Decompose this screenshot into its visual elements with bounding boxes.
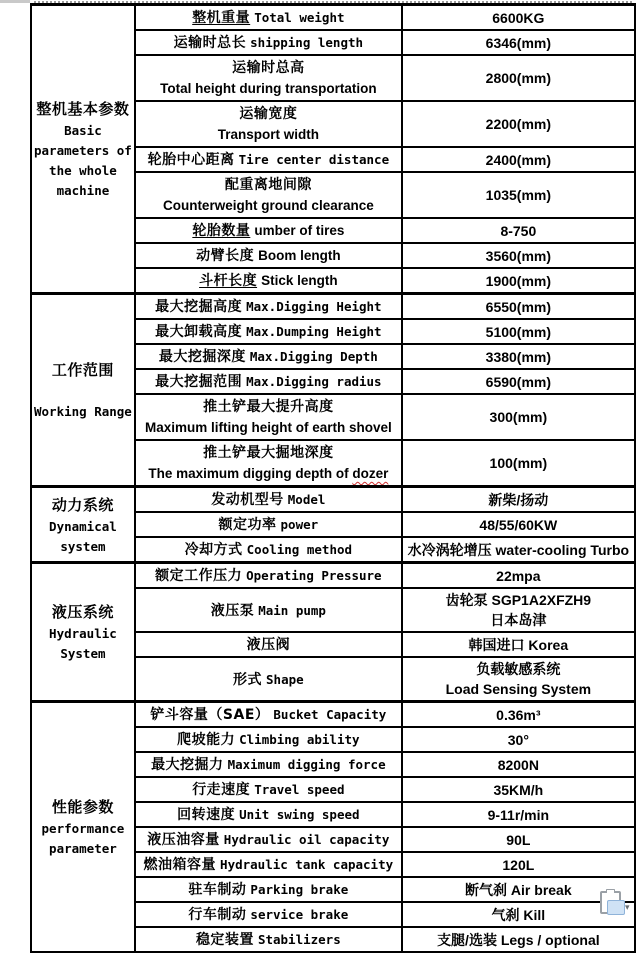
param-label-en: Main pump (258, 602, 326, 618)
param-value-line: 5100(mm) (485, 323, 552, 340)
param-label-zh: 行走速度 (192, 782, 251, 798)
param-value-line: 2200(mm) (485, 116, 552, 132)
category-en-line: Hydraulic (49, 626, 117, 641)
param-label-cell (135, 268, 402, 294)
param-label-en: Travel speed (254, 782, 345, 797)
param-value-cell (402, 657, 635, 702)
param-label-en: Maximum lifting height of earth shovel (144, 420, 392, 435)
param-value-line: 2400(mm) (485, 151, 552, 168)
param-value-cell (402, 777, 635, 802)
param-value-line: 8-750 (500, 222, 537, 239)
param-value-line: Load Sensing System (445, 681, 592, 697)
category-en-line: parameter (49, 841, 117, 856)
param-label-cell (135, 30, 402, 55)
param-label-zh: 驻车制动 (188, 882, 247, 898)
param-value-cell (402, 172, 635, 218)
param-value-cell (402, 319, 635, 344)
param-label-cell (135, 827, 402, 852)
param-label-en: Model (287, 492, 326, 507)
param-label-zh: 最大挖掘高度 (155, 299, 243, 315)
param-value-line: 气刹 Kill (491, 906, 546, 923)
param-value-line: 断气刹 Air break (465, 881, 572, 898)
param-label-zh: 稳定装置 (195, 932, 254, 948)
clipboard-tab-icon (606, 889, 615, 893)
param-value-cell (402, 5, 635, 31)
param-value-cell (402, 632, 635, 657)
param-label-cell (135, 512, 402, 537)
param-value-cell (402, 243, 635, 268)
param-label-en: umber of tires (254, 223, 345, 238)
param-value-line: 1900(mm) (485, 272, 552, 289)
param-label-zh: 斗杆长度 (199, 273, 258, 289)
param-label-zh: 形式 (233, 671, 263, 688)
param-label-zh: 冷却方式 (184, 542, 243, 558)
category-cell (31, 5, 135, 294)
param-value-cell (402, 394, 635, 440)
category-zh: 工作范围 (51, 361, 114, 379)
param-value-line: 90L (506, 831, 531, 848)
param-label-cell (135, 319, 402, 344)
param-value-cell (402, 702, 635, 728)
param-label-en-misspelled: dozer (352, 466, 389, 481)
param-label-cell (135, 243, 402, 268)
param-label-en: Max.Digging Height (246, 299, 382, 314)
param-label-zh: 运输时总长 (173, 35, 247, 51)
param-value-line: 6600KG (492, 9, 545, 26)
param-value-cell (402, 852, 635, 877)
param-value-cell (402, 827, 635, 852)
param-value-line: 6346(mm) (485, 34, 552, 51)
param-value-cell (402, 727, 635, 752)
param-label-en: Hydraulic tank capacity (220, 857, 394, 872)
param-label-zh: 发动机型号 (211, 492, 284, 508)
param-label-zh: 最大挖掘范围 (155, 374, 243, 390)
param-label-en: Total weight (254, 10, 345, 25)
spec-row (31, 294, 635, 320)
param-label-zh: 运输宽度 (239, 106, 298, 122)
param-label-cell (135, 632, 402, 657)
spec-row (31, 563, 635, 589)
category-en-line: system (60, 538, 106, 554)
param-label-zh: 燃油箱容量 (143, 857, 217, 873)
param-value-cell (402, 344, 635, 369)
param-value-line: 水冷涡轮增压 water-cooling Turbo (407, 541, 630, 558)
param-label-en: Cooling method (246, 542, 353, 557)
param-value-cell (402, 147, 635, 172)
param-value-line: 100(mm) (489, 455, 548, 471)
param-label-cell (135, 588, 402, 632)
category-cell (31, 487, 135, 563)
param-value-line: 48/55/60KW (479, 516, 558, 533)
param-label-cell (135, 563, 402, 589)
param-value-cell (402, 537, 635, 563)
category-zh: 性能参数 (51, 798, 114, 816)
param-label-cell (135, 147, 402, 172)
param-value-line: 3560(mm) (485, 247, 552, 264)
param-value-line: 新柴/扬动 (488, 491, 549, 508)
param-label-cell (135, 927, 402, 952)
param-label-cell (135, 852, 402, 877)
spec-row (31, 702, 635, 728)
param-label-zh: 爬坡能力 (177, 732, 236, 748)
param-label-cell (135, 777, 402, 802)
param-label-en: Hydraulic oil capacity (223, 832, 390, 847)
param-label-cell (135, 702, 402, 728)
param-label-zh: 动臂长度 (196, 248, 255, 264)
param-value-line: 3380(mm) (485, 348, 552, 365)
category-zh: 整机基本参数 (36, 100, 130, 118)
param-label-en: Shape (266, 671, 304, 687)
param-label-cell (135, 440, 402, 487)
category-en-line: Dynamical (49, 518, 117, 534)
paste-options-button[interactable] (598, 889, 632, 921)
param-label-en: Parking brake (250, 882, 349, 897)
category-en-line: System (60, 646, 106, 661)
param-label-en: shipping length (250, 35, 364, 50)
param-label-cell (135, 394, 402, 440)
param-label-cell (135, 101, 402, 147)
paste-page-icon (607, 900, 625, 915)
param-label-cell (135, 218, 402, 243)
param-label-zh: 轮胎中心距离 (147, 152, 235, 168)
param-label-cell (135, 802, 402, 827)
param-label-cell (135, 487, 402, 513)
category-en-line: the whole (49, 163, 117, 178)
param-label-cell (135, 902, 402, 927)
param-label-zh: 整机重量 (192, 10, 251, 26)
param-label-cell (135, 55, 402, 101)
param-label-zh: 轮胎数量 (192, 223, 251, 239)
param-value-cell (402, 30, 635, 55)
param-label-en: Total height during transportation (160, 81, 377, 96)
param-label-en: Stabilizers (257, 932, 341, 947)
param-value-line: 6590(mm) (485, 373, 552, 390)
param-label-en: Tire center distance (238, 152, 390, 167)
param-label-zh: 回转速度 (177, 807, 236, 823)
param-label-en: Bucket Capacity (273, 707, 387, 722)
param-value-cell (402, 487, 635, 513)
param-value-cell (402, 268, 635, 294)
category-en-line: Working Range (34, 404, 132, 419)
param-value-line: 支腿/选装 Legs / optional (437, 931, 600, 948)
spec-table-body (31, 5, 635, 953)
param-label-zh: 液压阀 (246, 637, 291, 653)
param-label-cell (135, 727, 402, 752)
category-en-line: machine (56, 183, 110, 198)
param-label-en: The maximum digging depth of (148, 466, 353, 481)
category-en-line: parameters of (34, 143, 132, 158)
param-label-zh: 运输时总高 (232, 60, 305, 76)
param-value-cell (402, 752, 635, 777)
param-value-cell (402, 218, 635, 243)
param-label-en: power (280, 517, 319, 532)
spec-table (30, 3, 636, 953)
param-value-cell (402, 440, 635, 487)
param-label-en: Unit swing speed (239, 807, 360, 822)
category-en-line (34, 382, 132, 402)
spec-row (31, 5, 635, 31)
param-value-line: 6550(mm) (485, 298, 552, 315)
param-label-cell (135, 537, 402, 563)
param-value-cell (402, 101, 635, 147)
param-label-en: Operating Pressure (246, 568, 382, 583)
param-label-zh: 最大挖掘深度 (158, 349, 246, 365)
param-value-line: 齿轮泵 SGP1A2XFZH9 (445, 592, 592, 608)
param-label-cell (135, 5, 402, 31)
param-value-line: 9-11r/min (487, 806, 550, 823)
category-cell (31, 702, 135, 953)
param-label-cell (135, 172, 402, 218)
param-value-cell (402, 294, 635, 320)
param-label-zh: 推土铲最大提升高度 (203, 399, 334, 415)
category-zh: 液压系统 (51, 603, 114, 621)
param-value-line: 22mpa (496, 567, 541, 584)
param-label-cell (135, 369, 402, 394)
param-label-zh: 行车制动 (188, 907, 247, 923)
param-value-cell (402, 563, 635, 589)
param-value-cell (402, 802, 635, 827)
param-value-line: 负载敏感系统 (476, 661, 561, 677)
param-label-en: Transport width (217, 127, 319, 142)
param-value-cell (402, 927, 635, 952)
param-label-zh: 额定工作压力 (155, 568, 243, 584)
param-label-cell (135, 344, 402, 369)
param-label-zh: 液压泵 (210, 602, 255, 619)
param-label-zh: 铲斗容量（SAE） (150, 707, 270, 723)
page-margin-mark (0, 0, 30, 3)
param-label-en: Max.Dumping Height (246, 324, 382, 339)
param-value-line: 30° (507, 731, 529, 748)
param-label-en: Max.Digging radius (246, 374, 382, 389)
category-cell (31, 563, 135, 702)
param-value-line: 韩国进口 Korea (468, 636, 569, 653)
spec-row (31, 487, 635, 513)
param-value-line: 8200N (497, 756, 539, 773)
param-value-cell (402, 369, 635, 394)
param-value-line: 日本岛津 (490, 612, 547, 628)
param-label-en: Stick length (261, 273, 338, 288)
param-label-en: Maximum digging force (227, 757, 386, 772)
param-label-zh: 最大卸载高度 (155, 324, 243, 340)
chevron-down-icon: ▾ (625, 903, 630, 913)
param-value-cell (402, 588, 635, 632)
param-value-line: 120L (502, 856, 535, 873)
param-label-cell (135, 657, 402, 702)
param-label-zh: 最大挖掘力 (151, 757, 224, 773)
param-label-en: Counterweight ground clearance (162, 198, 374, 213)
param-label-en: Boom length (258, 248, 341, 263)
param-label-en: Climbing ability (239, 732, 360, 747)
param-value-cell (402, 512, 635, 537)
param-label-zh: 配重离地间隙 (224, 177, 312, 193)
param-label-zh: 液压油容量 (147, 832, 220, 848)
category-en-line: performance (41, 821, 125, 836)
param-label-cell (135, 294, 402, 320)
category-cell (31, 294, 135, 487)
param-value-line: 2800(mm) (485, 70, 552, 86)
param-value-line: 1035(mm) (485, 187, 552, 203)
param-value-line: 0.36m³ (496, 706, 541, 723)
param-value-line: 300(mm) (489, 409, 548, 425)
param-label-zh: 额定功率 (218, 517, 277, 533)
param-label-en: service brake (250, 907, 349, 922)
param-value-cell (402, 55, 635, 101)
category-zh: 动力系统 (51, 495, 114, 514)
param-label-cell (135, 877, 402, 902)
param-label-en: Max.Digging Depth (249, 349, 378, 364)
category-en-line: Basic (64, 123, 102, 138)
param-label-zh: 推土铲最大掘地深度 (203, 445, 334, 461)
param-value-line: 35KM/h (493, 781, 544, 798)
param-label-cell (135, 752, 402, 777)
